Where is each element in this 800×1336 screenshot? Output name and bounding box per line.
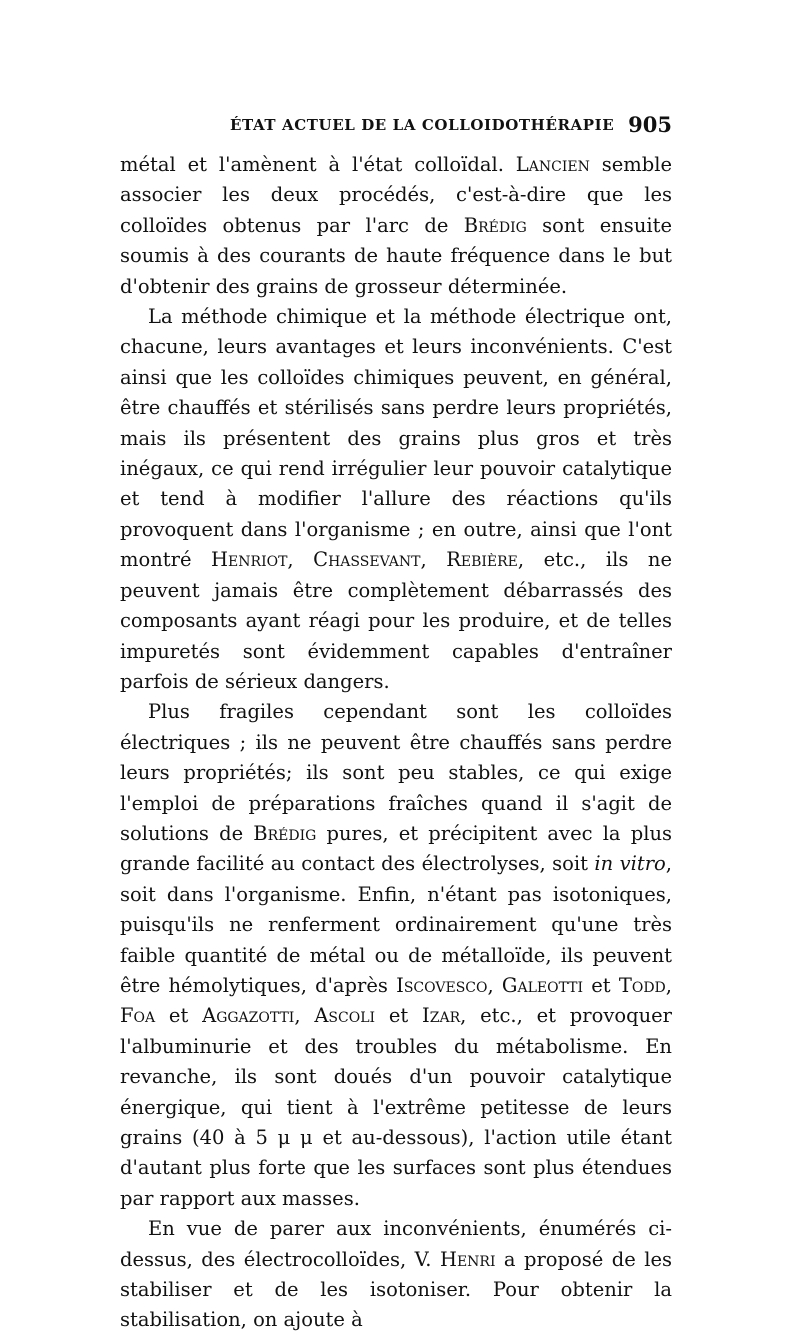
paragraph-4 [120,1214,672,1336]
author-name: Brédig [253,821,317,845]
author-name: Henri [439,1247,496,1271]
text-run: , [287,548,314,572]
text-run: et [583,973,619,997]
page-header [134,112,672,142]
text-run: et [155,1004,203,1028]
paragraph-3 [120,697,672,1214]
text-run: , [294,1004,315,1028]
author-name: Foa [120,1004,156,1028]
author-name: Brédig [463,213,527,237]
page-number: 905 [628,112,672,137]
author-name: Iscovesco [396,973,488,997]
text-run: , [487,973,502,997]
author-name: Galeotti [501,973,584,997]
author-name: Rebière [446,548,518,572]
latin-phrase: in vitro [594,852,666,876]
author-name: Aggazotti [202,1004,295,1028]
text-run: sont ensuite soumis à des courants de haute fréquence dans le but d'obtenir des grains de grosseur déterminée. [120,213,672,298]
text-run: métal et l'amènent à l'état colloïdal. [120,153,516,176]
text-run: La méthode chimique et la méthode électrique ont, chacune, leurs avantages et leurs inconvénients. C'est ainsi que les colloïdes chimiques peuvent, en général, être chauffés et stérilisés sans perdre leurs propriétés, mais ils présentent des grains plus gros et très inégaux, ce qui rend irrégulier leur pouvoir catalytique et tend à modifier l'allure des réactions qu'ils provoquent dans l'organisme ; en outre, ainsi que l'ont montré [120,305,672,572]
running-title: ÉTAT ACTUEL DE LA COLLOIDOTHÉRAPIE [230,116,615,134]
author-name: Izar [422,1004,461,1028]
paragraph-2 [120,302,672,697]
author-name: Chassevant [313,548,421,572]
text-run: En vue de parer aux inconvénients, énumérés ci-dessus, des électrocolloïdes, V. [120,1217,672,1271]
text-run: Plus fragiles cependant sont les colloïdes électriques ; ils ne peuvent être chauffés sans perdre leurs propriétés; ils sont peu stables, ce qui exige l'emploi de préparations fraîches quand il s'agit de solutions de [120,700,672,845]
text-run: , [420,548,447,572]
text-run: pures, et précipitent avec la plus grande facilité au contact des électrolyses, soit [120,821,673,876]
text-run: , soit dans l'organisme. Enfin, n'étant pas isotoniques, puisqu'ils ne renferment ordinairement qu'une très faible quantité de métal ou de métalloïde, ils peuvent être hémolytiques, d'après [120,852,672,997]
text-run: , etc., ils ne peuvent jamais être complètement débarrassés des composants ayant réagi pour les produire, et de telles impuretés sont évidemment capables d'entraîner parfois de sérieux dangers. [120,548,672,693]
text-run: , [665,973,672,997]
body-text [120,150,672,1336]
text-run: , etc., et provoquer l'albuminurie et des troubles du métabolisme. En revanche, ils sont doués d'un pouvoir catalytique énergique, qui tient à l'extrême petitesse de leurs grains (40 à 5 μ μ et au-dessous), l'action utile étant d'autant plus forte que les surfaces sont plus étendues par rapport aux masses. [120,1004,672,1210]
text-run: et [375,1004,423,1028]
author-name: Henriot [211,548,288,572]
text-run: semble associer les deux procédés, c'est-à-dire que les colloïdes obtenus par l'arc de [120,153,672,237]
text-run: a proposé de les stabiliser et de les isotoniser. Pour obtenir la stabilisation, on ajoute à [120,1247,672,1332]
author-name: Todd [618,973,666,997]
paragraph-1 [120,150,672,302]
author-name: Ascoli [314,1004,376,1028]
author-name: Lancien [515,153,590,176]
